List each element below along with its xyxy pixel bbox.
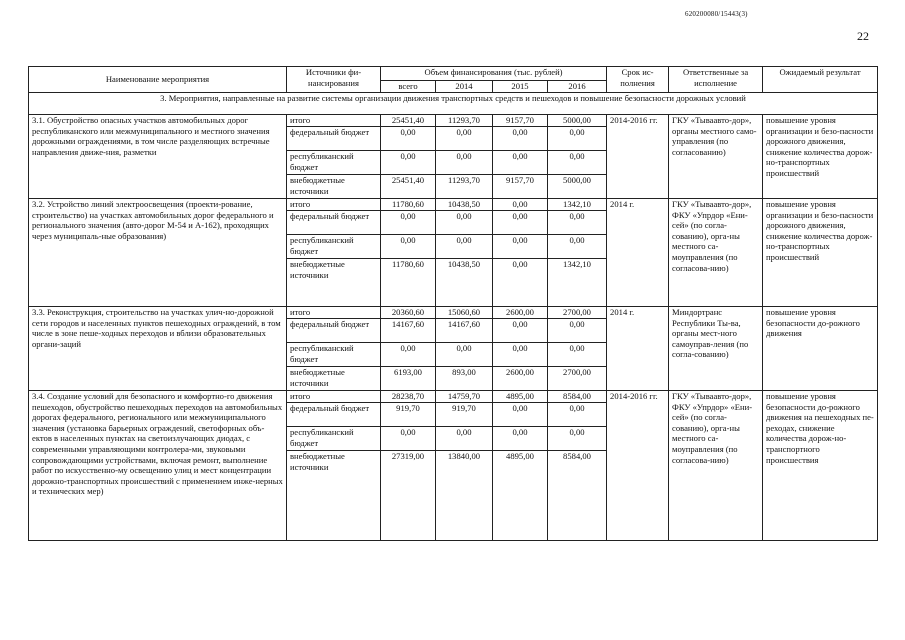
responsible-parties: ГКУ «Тываавто-дор», ФКУ «Упрдор «Ени-сей» (по согла-сованию), орга-ны местного са-моуправления (по согласова-нию) — [669, 199, 763, 307]
responsible-parties: Миндортранс Республики Ты-ва, органы мест-ного самоуправ-ления (по согла-сованию) — [669, 307, 763, 391]
amount-y2014: 0,00 — [436, 151, 493, 175]
amount-y2014: 14167,60 — [436, 319, 493, 343]
amount-y2015: 9157,70 — [493, 115, 548, 127]
funding-source: республиканский бюджет — [287, 427, 381, 451]
funding-source: федеральный бюджет — [287, 319, 381, 343]
funding-source: федеральный бюджет — [287, 403, 381, 427]
amount-y2015: 0,00 — [493, 199, 548, 211]
measure-name: 3.2. Устройство линий электроосвещения (проекти-рование, строительство) на участках автомобильных дорог федерального и регионального значения (авто-дорог М-54 и А-162), проходящих через муниципаль-ные образования) — [29, 199, 287, 307]
funding-source: федеральный бюджет — [287, 211, 381, 235]
expected-result: повышение уровня безопасности до-рожного движения на пешеходных пе-реходах, снижение количества дорож-но-транспортного происшествия — [763, 391, 878, 541]
amount-total: 11780,60 — [381, 199, 436, 211]
section-title: 3. Мероприятия, направленные на развитие системы организации движения транспортных средств и пешеходов и повышение безопасности дорожных условий — [29, 93, 878, 115]
funding-source: итого — [287, 391, 381, 403]
col-period-header: Срок ис-полнения — [607, 67, 669, 93]
execution-period: 2014-2016 гг. — [607, 391, 669, 541]
responsible-parties: ГКУ «Тываавто-дор», органы местного само-управления (по согласованию) — [669, 115, 763, 199]
measure-name: 3.3. Реконструкция, строительство на участках улич-но-дорожной сети городов и населенных пунктов пешеходных ограждений, в том числе в зоне пеше-ходных переходов и вблизи образовательных органи-заций — [29, 307, 287, 391]
amount-total: 0,00 — [381, 235, 436, 259]
amount-y2014: 0,00 — [436, 127, 493, 151]
responsible-parties: ГКУ «Тываавто-дор», ФКУ «Упрдор» «Ени-сей» (по согла-сованию), орга-ны местного са-моуправления (по согласова-нию) — [669, 391, 763, 541]
amount-y2016: 0,00 — [548, 319, 607, 343]
amount-y2016: 2700,00 — [548, 367, 607, 391]
funding-source: итого — [287, 199, 381, 211]
amount-y2016: 0,00 — [548, 343, 607, 367]
amount-y2015: 0,00 — [493, 127, 548, 151]
amount-y2016: 0,00 — [548, 211, 607, 235]
amount-y2016: 8584,00 — [548, 391, 607, 403]
amount-y2015: 2600,00 — [493, 367, 548, 391]
amount-y2016: 1342,10 — [548, 199, 607, 211]
amount-y2014: 10438,50 — [436, 199, 493, 211]
funding-source: республиканский бюджет — [287, 151, 381, 175]
amount-total: 28238,70 — [381, 391, 436, 403]
amount-y2016: 0,00 — [548, 127, 607, 151]
amount-total: 0,00 — [381, 211, 436, 235]
col-2014-header: 2014 — [436, 81, 493, 93]
financing-table — [28, 66, 878, 541]
measures-body — [29, 115, 878, 541]
amount-y2014: 893,00 — [436, 367, 493, 391]
amount-y2014: 0,00 — [436, 427, 493, 451]
funding-source: республиканский бюджет — [287, 235, 381, 259]
table-row — [29, 199, 878, 211]
amount-y2016: 0,00 — [548, 151, 607, 175]
amount-y2014: 0,00 — [436, 343, 493, 367]
amount-y2016: 5000,00 — [548, 115, 607, 127]
amount-y2014: 11293,70 — [436, 115, 493, 127]
amount-y2014: 14759,70 — [436, 391, 493, 403]
amount-y2016: 1342,10 — [548, 259, 607, 307]
header-row — [29, 67, 878, 81]
table-row — [29, 391, 878, 403]
col-source-header: Источники фи-нансирования — [287, 67, 381, 93]
amount-y2014: 10438,50 — [436, 259, 493, 307]
amount-total: 0,00 — [381, 151, 436, 175]
amount-total: 11780,60 — [381, 259, 436, 307]
amount-total: 25451,40 — [381, 175, 436, 199]
amount-y2015: 0,00 — [493, 403, 548, 427]
amount-y2015: 0,00 — [493, 343, 548, 367]
amount-total: 20360,60 — [381, 307, 436, 319]
amount-y2015: 0,00 — [493, 259, 548, 307]
amount-y2016: 0,00 — [548, 235, 607, 259]
table-row — [29, 115, 878, 127]
amount-y2015: 0,00 — [493, 151, 548, 175]
amount-total: 0,00 — [381, 343, 436, 367]
amount-y2014: 15060,60 — [436, 307, 493, 319]
amount-y2015: 4895,00 — [493, 451, 548, 541]
execution-period: 2014 г. — [607, 307, 669, 391]
amount-total: 25451,40 — [381, 115, 436, 127]
amount-total: 6193,00 — [381, 367, 436, 391]
amount-y2015: 0,00 — [493, 319, 548, 343]
amount-y2016: 0,00 — [548, 427, 607, 451]
amount-total: 919,70 — [381, 403, 436, 427]
table-row — [29, 307, 878, 319]
amount-y2014: 0,00 — [436, 235, 493, 259]
amount-y2015: 0,00 — [493, 211, 548, 235]
expected-result: повышение уровня безопасности до-рожного движения — [763, 307, 878, 391]
funding-source: итого — [287, 115, 381, 127]
amount-y2015: 0,00 — [493, 235, 548, 259]
col-volume-header: Объем финансирования (тыс. рублей) — [381, 67, 607, 81]
amount-y2016: 8584,00 — [548, 451, 607, 541]
execution-period: 2014-2016 гг. — [607, 115, 669, 199]
col-result-header: Ожидаемый результат — [763, 67, 878, 93]
amount-total: 27319,00 — [381, 451, 436, 541]
page-number: 22 — [857, 29, 869, 43]
expected-result: повышение уровня организации и безо-пасности дорожного движения, снижение количества дорож-но-транспортных происшествий — [763, 115, 878, 199]
amount-y2015: 2600,00 — [493, 307, 548, 319]
amount-y2016: 0,00 — [548, 403, 607, 427]
amount-total: 0,00 — [381, 427, 436, 451]
col-2015-header: 2015 — [493, 81, 548, 93]
amount-total: 0,00 — [381, 127, 436, 151]
funding-source: внебюджетные источники — [287, 259, 381, 307]
amount-y2016: 5000,00 — [548, 175, 607, 199]
funding-source: внебюджетные источники — [287, 175, 381, 199]
funding-source: итого — [287, 307, 381, 319]
col-responsible-header: Ответственные за исполнение — [669, 67, 763, 93]
amount-y2014: 11293,70 — [436, 175, 493, 199]
funding-source: внебюджетные источники — [287, 451, 381, 541]
measure-name: 3.4. Создание условий для безопасного и комфортно-го движения пешеходов, обустройство пешеходных переходов на автомобильных дорогах федерального, регионального или межмуниципального значения (установка барьерных ограждений, светофорных объ-ектов в населенных пунктах на светоизлучающих диодах, с современными управляющими контролера-ми, звуковыми сопровождающими устройствами, включая ремонт, выполнение работ по искусственно-му освещению улиц и мест концентрации дорожно-транспортных происшествий с применением инже-нерных и технических мер) — [29, 391, 287, 541]
document-id: 620200080/15443(3) — [685, 10, 748, 18]
col-2016-header: 2016 — [548, 81, 607, 93]
execution-period: 2014 г. — [607, 199, 669, 307]
funding-source: внебюджетные источники — [287, 367, 381, 391]
col-name-header: Наименование мероприятия — [29, 67, 287, 93]
amount-y2015: 4895,00 — [493, 391, 548, 403]
amount-y2016: 2700,00 — [548, 307, 607, 319]
amount-y2014: 919,70 — [436, 403, 493, 427]
measure-name: 3.1. Обустройство опасных участков автомобильных дорог республиканского или межмуниципального и местного значения дорожными ограждениями, в том числе разделяющих встречные направления движе-ния, разметки — [29, 115, 287, 199]
expected-result: повышение уровня организации и безо-пасности дорожного движения, снижение количества дорож-но-транспортных происшествий — [763, 199, 878, 307]
amount-total: 14167,60 — [381, 319, 436, 343]
amount-y2015: 0,00 — [493, 427, 548, 451]
funding-source: республиканский бюджет — [287, 343, 381, 367]
amount-y2015: 9157,70 — [493, 175, 548, 199]
col-total-header: всего — [381, 81, 436, 93]
section-row — [29, 93, 878, 115]
amount-y2014: 13840,00 — [436, 451, 493, 541]
amount-y2014: 0,00 — [436, 211, 493, 235]
funding-source: федеральный бюджет — [287, 127, 381, 151]
